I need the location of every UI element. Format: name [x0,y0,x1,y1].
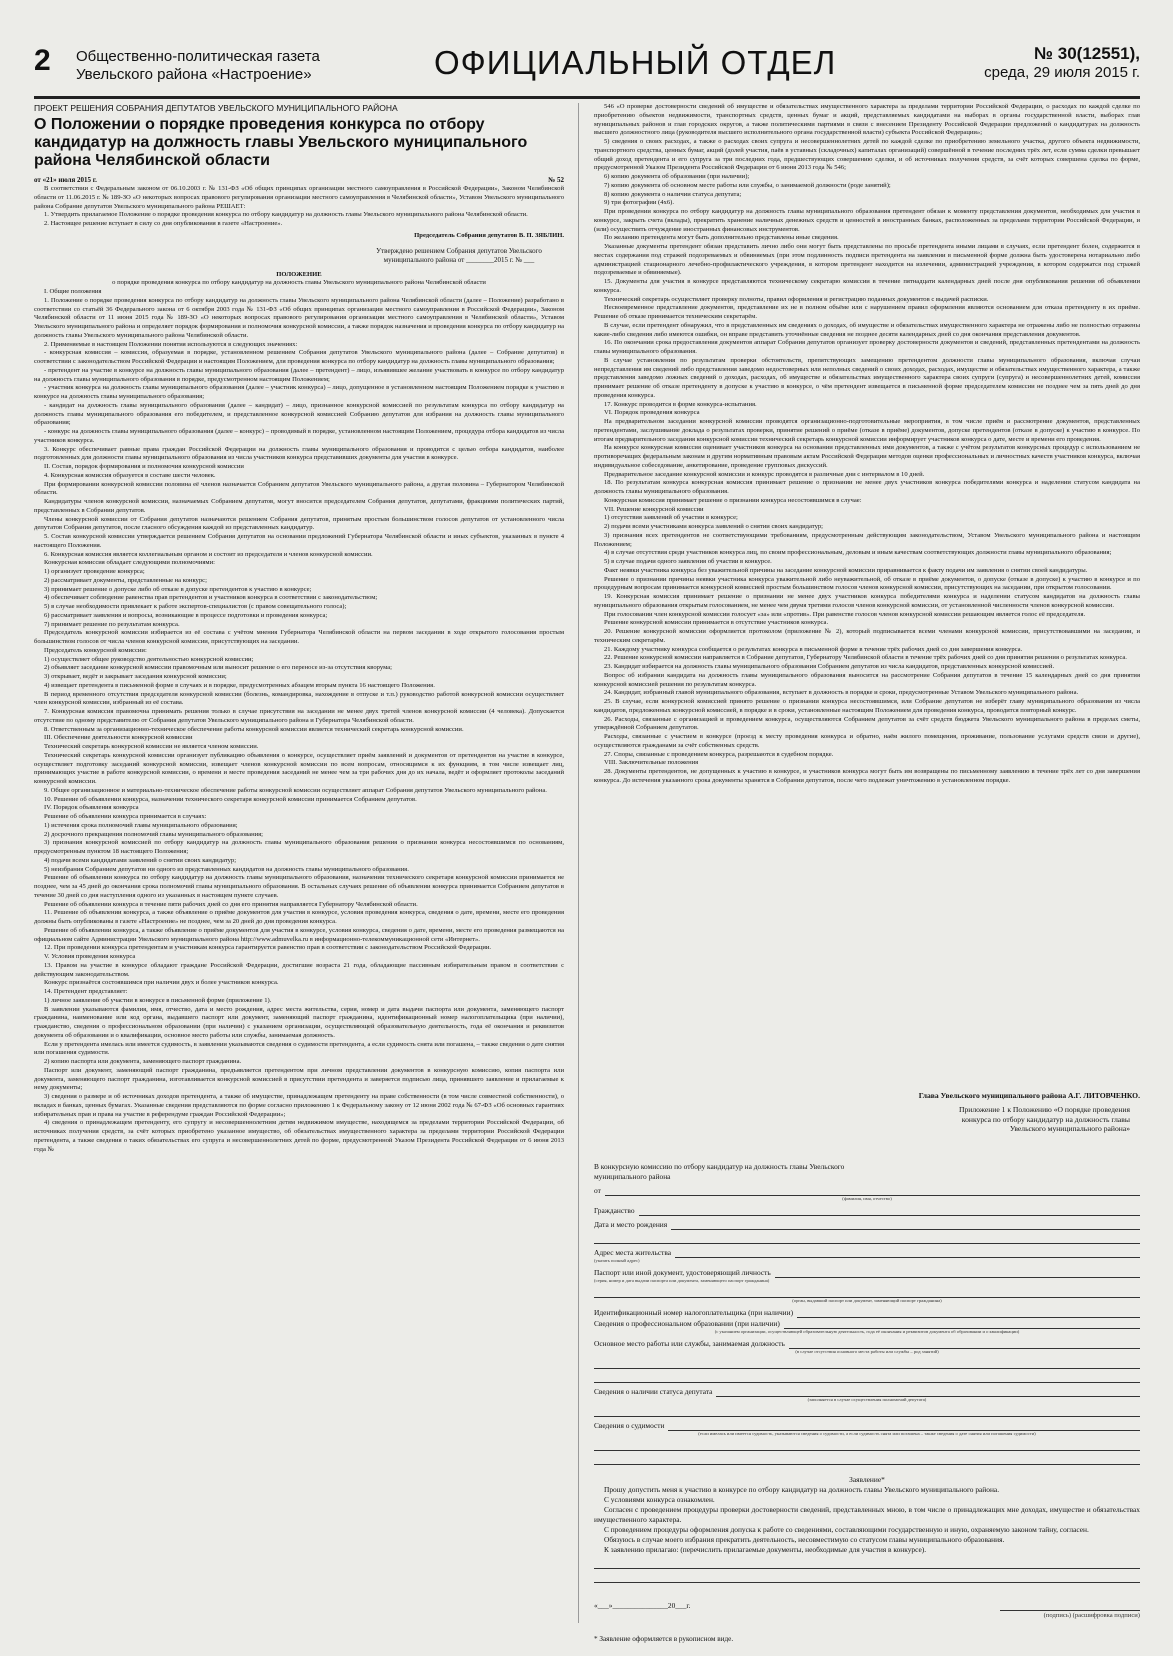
body-paragraph: 2) подачи всеми участниками конкурса заявлений о снятии своих кандидатур; [604,523,824,530]
body-paragraph: 5) неизбрания Собранием депутатов ни одного из представленных кандидатов на должность главы муниципального образования. [44,865,409,873]
body-paragraph: 1) осуществляет общее руководство деятельностью конкурсной комиссии; [44,655,254,663]
form-work-label: Основное место работы или службы, занимаемая должность [594,1339,785,1348]
form-conviction-hint: (если имелась или имеется судимость, указываются сведения о судимости, а если судимость снята или погашена – также сведения о дате снятия или погашения судимости) [698,1431,1036,1436]
form-blank-line-5[interactable] [594,1454,1140,1465]
body-paragraph: Решение об объявлении конкурса принимается в случаях: [44,813,207,820]
statement-line-6: К заявлению прилагаю: (перечислить прилагаемые документы, необходимые для участия в конкурсе). [604,1545,927,1554]
body-paragraph: 16. По окончании срока предоставления документов аппарат Собрания депутатов организует проверку достоверности документов и сведений, представленных претендентами на должность главы муниципального образования. [594,339,1140,355]
body-paragraph: 4) в случае отсутствия среди участников конкурса лиц, по своим профессиональным, деловым и иным качествам соответствующих должности главы муниципального образования; [604,549,1112,557]
body-paragraph: 20. Решение конкурсной комиссии оформляется протоколом (приложение № 2), который подписывается всеми членами конкурсной комиссии, присутствовавшими на заседании, и техническим секретарём. [594,628,1140,644]
form-passport-line-2[interactable] [594,1287,1140,1298]
document-title: О Положении о порядке проведения конкурса по отбору кандидатур на должность главы Увельского муниципального района Челябинской области [34,116,528,169]
form-signature-hint: (подпись) (расшифровка подписи) [1043,1612,1140,1619]
body-paragraph: Предварительное заседание конкурсной комиссии и конкурс проводятся в различные дни с интервалом в 10 дней. [604,470,925,478]
form-row-passport [594,1268,1140,1278]
body-paragraph: 8) копию документа о наличии статуса депутата; [604,190,742,198]
form-inn-label: Идентификационный номер налогоплательщика (при наличии) [594,1308,794,1317]
form-passport-hint: (серия, номер и дата выдачи паспорта или документа, заменяющего паспорт гражданина) [594,1278,770,1283]
body-paragraph: 3) признания конкурсной комиссией по отбору кандидатур на должность главы муниципального образования решения о признании конкурса несостоявшимся по основаниям, предусмотренным пунктом 18 настоящего Положения; [34,839,564,855]
body-paragraph: 3) сведения о размере и об источниках доходов претендента, а также об имуществе, принадлежащем претенденту на праве собственности (в том числе совместной собственности), о вкладах в банках, ценных бумагах. Указанные сведения представляются по форме согласно приложению 1 к Федеральному закону от 12 июня 2002 года № 67-ФЗ «Об основных гарантиях избирательных прав и права на участие в референдуме граждан Российской Федерации»; [34,1093,564,1118]
section-heading: VI. Порядок проведения конкурса [604,409,700,417]
form-education-line[interactable] [784,1319,1140,1329]
approval-stamp: Утверждено решением Собрания депутатов Увельского муниципального района от ________2015 г. № ___ [376,246,542,264]
page-number: 2 [34,44,51,77]
form-row-citizenship [594,1206,1140,1216]
form-education-label: Сведения о профессиональном образовании (при наличии) [594,1319,780,1328]
statement-line-2: С условиями конкурса ознакомлен. [604,1495,715,1504]
form-row-address [594,1248,1140,1258]
decision-dateline [34,175,564,185]
body-paragraph: Расходы, связанные с участием в конкурсе (проезд к месту проведения конкурса и обратно, наём жилого помещения, проживание, пользование услугами средств связи и другие), осуществляются гражданами за счёт собственных средств. [594,733,1140,749]
body-paragraph: - конкурс на должность главы муниципального образования (далее – конкурс) – проводимый в порядке, установленном настоящим Положением, процедура отбора кандидатов из числа участников конкурса. [34,428,564,444]
body-paragraph: 3. Конкурс обеспечивает равные права граждан Российской Федерации на должность главы муниципального образования и проводится с целью отбора кандидатов, наиболее подготовленных для должности главы муниципального образования из числа участников конкурса представивших документы для участия в конкурсе. [34,445,564,462]
body-paragraph: 12. При проведении конкурса претендентам и участникам конкурса гарантируется равенство прав в соответствии с законодательством Российской Федерации. [44,944,492,952]
body-paragraph: 7) принимает решение по результатам конкурса. [44,620,180,628]
form-row-inn [594,1308,1140,1318]
body-paragraph: Решение об объявлении конкурса по отбору кандидатур на должность главы муниципального образования, назначении технического секретаря конкурсной комиссии принимается не позднее, чем за 45 дней до окончания срока полномочий главы муниципального образования. В остальных случаях решение об объявлении конкурса принимается Собранием депутатов в течение 30 дней со дня наступления одного из указанных в настоящем пункте случаев. [34,874,564,899]
left-body-text [34,297,564,1155]
form-deputy-label: Сведения о наличии статуса депутата [594,1387,713,1396]
body-paragraph: На конкурсе конкурсная комиссия оценивает участников конкурса на основании представленных ими документов, а также с учётом результатов конкурсных процедур с использованием не противоречащих федеральным законам и другим нормативным правовым актам Российской Федерации методов оценки профессиональных и личностных качеств участников конкурса, включая индивидуальное собеседование, анкетирование, проведение групповых дискуссий. [594,444,1140,469]
body-paragraph: - претендент на участие в конкурсе на должность главы муниципального образования (далее – претендент) – лицо, изъявившее желание участвовать в конкурсе по отбору кандидатур на должность главы муниципального образования в порядке, предусмотренном настоящим Положением; [34,366,564,383]
body-paragraph: 4. Конкурсная комиссия образуется в составе шести человек. [44,471,216,479]
statement-line-5: Обязуюсь в случае моего избрания прекратить деятельность, несовместимую со статусом главы муниципального образования. [604,1535,1005,1544]
body-paragraph: 1) личное заявление об участии в конкурсе в письменной форме (приложение 1). [44,996,272,1004]
body-paragraph: Конкурсная комиссия принимает решение о признании конкурса несостоявшимся в случае: [604,496,862,504]
right-column [594,103,1140,1088]
form-passport-org-hint: (орган, выдавший паспорт или документ, заменяющий паспорт гражданина) [792,1298,942,1303]
column-divider [578,103,579,1623]
section-heading: IV. Порядок объявления конкурса [44,804,139,812]
head-signature: Глава Увельского муниципального района А.Г. ЛИТОВЧЕНКО. [918,1091,1140,1100]
body-paragraph: При проведении конкурса по отбору кандидатур на должность главы муниципального образования претендент обязан к моменту представления документов, необходимых для участия в конкурсе, закрыть счета (вклады), прекратить хранение наличных денежных средств и ценностей в иностранных банках, расположенных за пределами территории Российской Федерации, и (или) осуществить отчуждение иностранных финансовых инструментов. [594,208,1140,233]
body-paragraph: 5) в случае необходимости привлекает к работе экспертов-специалистов (с правом совещательного голоса); [44,603,347,610]
body-paragraph: 3) признания всех претендентов не соответствующими требованиям, предусмотренным действующим законодательством, Уставом Увельского муниципального района и настоящим Положением; [594,531,1140,548]
body-paragraph: 1) организует проведение конкурса; [44,568,145,575]
body-paragraph: Кандидатуры членов конкурсной комиссии, назначаемых Собранием депутатов, могут вносится председателем Собрания депутатов, депутатами, фракциями политических партий, представленных в Собрании депутатов. [34,498,564,514]
publication-name [76,48,320,84]
form-passport-label: Паспорт или иной документ, удостоверяющий личность [594,1268,771,1277]
form-date-line[interactable]: «___»_______________20___г. [594,1601,691,1610]
issue-number: № 30(12551), [1034,44,1140,63]
body-paragraph: 2) объявляет заседание конкурсной комиссии правомочным или выносит решение о его переносе из-за отсутствия кворума; [44,664,392,672]
statement-line-4: С проведением процедуры оформления допуска к работе со сведениями, составляющими государственную и иную, охраняемую законом тайну, согласен. [604,1525,1089,1534]
form-attachments-line-1[interactable] [594,1558,1140,1569]
body-paragraph: Технический секретарь конкурсной комиссии не является членом комиссии. [44,743,259,750]
body-paragraph: В случае установления по результатам проверки обстоятельств, препятствующих замещению претендентом должности главы муниципального образования, включая случаи непредставления им сведений либо представления заведомо недостоверных или неполных сведений о своих доходах, расходах, имуществе и обязательствах имущественного характера, а также представления заведомо ложных сведений о доходах, расходах, об имуществе и обязательствах имущественного характера своих супруги (супруга) и несовершеннолетних детей, комиссия принимает решение об отказе претенденту в допуске к участию в конкурсе, о чём претендент извещается в письменной форме председателем комиссии не позднее чем за пять дней до дня проведения конкурса. [594,356,1140,399]
form-birth-label: Дата и место рождения [594,1220,668,1229]
body-paragraph: В заявлении указываются фамилия, имя, отчество, дата и место рождения, адрес места жительства, серия, номер и дата выдачи паспорта или документа, заменяющего паспорт гражданина, наименование или код органа, выдавшего паспорт или документ, заменяющий паспорт гражданина, идентификационный номер налогоплательщика (при наличии), гражданство, сведения о профессиональном образовании (при наличии) с указанием организации, осуществляющей образовательную деятельность, года её окончания и реквизитов документа об образовании и о квалификации, основное место работы или службы, занимаемая должность. [34,1005,564,1039]
project-label: ПРОЕКТ РЕШЕНИЯ СОБРАНИЯ ДЕПУТАТОВ УВЕЛЬСКОГО МУНИЦИПАЛЬНОГО РАЙОНА [34,103,398,113]
form-row-deputy [594,1387,1140,1397]
body-paragraph: Решение об объявлении конкурса, а также объявление о приёме документов для участия в конкурсе, условия конкурса, сведения о дате, времени, месте его проведения размещаются на официальном сайте Администрации Увельского муниципального района http://www.admuvelka.ru в информационно-телекоммуникационной сети «Интернет». [34,926,564,943]
body-paragraph: - конкурсная комиссия – комиссия, образуемая в порядке, установленном решением Собрания депутатов Увельского муниципального района (далее – Собрание депутатов) в соответствии с законодательством Российской Федерации и настоящим Положением, для проведения конкурса по отбору кандидатур на должность главы муниципального образования; [34,349,564,365]
body-paragraph: 26. Расходы, связанные с организацией и проведением конкурса, осуществляются Собранием депутатов за счёт средств бюджета Увельского муниципального района в пределах сметы, утверждённой Собранием депутатов. [594,715,1140,732]
body-paragraph: 1. Положение о порядке проведения конкурса по отбору кандидатур на должность главы Увельского муниципального района Челябинской области (далее – Положение) разработано в соответствии со статьёй 36 Федерального закона от 6 октября 2003 года № 131-ФЗ «Об общих принципах организации местного самоуправления в Российской Федерации», Законом Челябинской области от 11 июня 2015 года № 189-ЗО «О некоторых вопросах правового регулирования организации местного самоуправления в Челябинской области», Уставом Увельского муниципального района и определяет порядок формирования и полномочия конкурсной комиссии, а также порядок назначения и проведения конкурса по отбору кандидатур на должность главы Увельского муниципального района Челябинской области. [34,296,564,339]
body-paragraph: 2) копию паспорта или документа, заменяющего паспорт гражданина. [44,1058,242,1065]
body-paragraph: Технический секретарь осуществляет проверку полноты, правил оформления и регистрацию поданных документов с выдачей расписки. [604,295,989,303]
issue-info [984,44,1140,82]
body-paragraph: 2. Применяемые в настоящем Положении понятия используются в следующих значениях: [44,340,298,348]
decision-date: от «21» июля 2015 г. [34,176,97,184]
form-citizenship-line[interactable] [639,1206,1140,1216]
body-paragraph: 11. Решение об объявлении конкурса, а также объявление о приёме документов для участия в конкурсе, условия проведения конкурса, сведения о дате, времени, месте его проведения должны быть опубликованы в газете «Настроение» не позднее, чем за 20 дней до дня проведения конкурса. [34,909,564,925]
body-paragraph: Председатель конкурсной комиссии избирается из её состава с учётом мнения Губернатора Челябинской области на первом заседании в ходе открытого голосования простым большинством голосов от числа членов конкурсной комиссии, присутствующих на заседании. [34,629,564,645]
body-paragraph: 10. Решение об объявлении конкурса, назначении технического секретаря конкурсной комиссии принимается Собранием депутатов. [44,795,417,803]
form-row-education [594,1319,1140,1329]
form-work-line[interactable] [789,1339,1140,1349]
body-paragraph: 6) рассматривает заявления и вопросы, возникающие в процессе подготовки и проведения конкурса; [44,611,328,619]
form-address-line[interactable] [675,1248,1140,1258]
statement-line-3: Согласен с проведением процедуры проверки достоверности сведений, представленных мною, в том числе о принадлежащих мне доходах, имуществе и обязательствах имущественного характера. [594,1505,1140,1524]
body-paragraph: На предварительном заседании конкурсной комиссии проводятся организационно-подготовительные мероприятия, в том числе приём и рассмотрение документов, представленных претендентами, заслушивание доклада о результатах проверки, принятие решений о приёме (отказе в приёме) документов, допуске претендентов (отказе в допуске) к участию в конкурсе. По итогам предварительного заседания конкурсной комиссии технический секретарь конкурсной комиссии информирует участников конкурса о дате, месте и времени его проведения. [594,418,1140,443]
body-paragraph: 15. Документы для участия в конкурсе представляются техническому секретарю комиссии в течение пятнадцати календарных дней после дня опубликования решения об объявлении конкурса. [594,278,1140,294]
body-paragraph: Решение о признании причины неявки участника конкурса уважительной либо неуважительной, об отказе в приёме документов, о допуске (отказе в допуске) к участию в конкурсе и по процедурным вопросам принимается конкурсной комиссией простым большинством голосов членов конкурсной комиссии, присутствующих на заседании, при открытом голосовании. [594,575,1140,592]
body-paragraph: Факт неявки участника конкурса без уважительной причины на заседание конкурсной комиссии приравнивается к факту подачи им заявления о снятии своей кандидатуры. [604,566,1088,574]
body-paragraph: 2) досрочного прекращения полномочий главы муниципального образования; [44,830,264,838]
form-blank-line-4[interactable] [594,1440,1140,1451]
body-paragraph: Решение конкурсной комиссии принимается в отсутствие участников конкурса. [604,619,829,627]
body-paragraph: - участник конкурса на должность главы муниципального образования (далее – участник конкурса) – лицо, допущенное в установленном настоящим Положением порядке к участию в конкурсе на должность главы муниципального образования; [34,384,564,400]
body-paragraph: 4) извещает претендента в письменной форме в случаях и в порядке, предусмотренных абзацем вторым пункта 16 настоящего Положения. [44,681,435,689]
page-header [34,40,1140,92]
form-conviction-label: Сведения о судимости [594,1421,665,1430]
decision-item-2: 2. Настоящее решение вступает в силу со дня опубликования в газете «Настроение». [44,220,283,227]
form-address-label: Адрес места жительства [594,1248,672,1257]
body-paragraph: 7. Конкурсная комиссия правомочна принимать решения только в случае присутствия на заседании не менее двух третей членов конкурсной комиссии (4 человека). Допускается отсутствие по одному представителю от Собрания депутатов Увельского муниципального района и Губернатора Челябинской области. [34,708,564,724]
body-paragraph: 23. Кандидат избирается на должность главы муниципального образования Собранием депутатов из числа кандидатов, представленных конкурсной комиссией. [604,663,1055,670]
body-paragraph: 4) сведения о принадлежащем претенденту, его супругу и несовершеннолетним детям недвижимом имуществе, находящемся за пределами территории Российской Федерации, об источниках получения средств, за счёт которых приобретено указанное имущество, об обязательствах имущественного характера за пределами территории Российской Федерации претендента, а также сведения о таких обязательствах его супруга и несовершеннолетних детей по форме, предусмотренной Указом Президента Российской Федерации от 6 июня 2013 года № [34,1119,564,1153]
body-paragraph: Вопрос об избрании кандидата на должность главы муниципального образования выносится на рассмотрение Собрания депутатов в течение 15 календарных дней со дня принятия конкурсной комиссией решения по результатам конкурса. [594,671,1140,688]
body-paragraph: 1) истечения срока полномочий главы муниципального образования; [44,821,238,829]
body-paragraph: 546 «О проверке достоверности сведений об имуществе и обязательствах имущественного характера за пределами территории Российской Федерации, о расходах по каждой сделке по приобретению объектов недвижимости, транспортных средств, ценных бумаг и акций, представляемых кандидатами на выборах в органы государственной власти, выборах глав муниципальных районов и глав городских округов, а также политическими партиями в связи с внесением Президенту Российской Федерации предложений о кандидатурах на должность высшего должностного лица (руководителя высшего исполнительного органа государственной власти) субъекта Российской Федерации»; [594,103,1140,137]
body-paragraph: 2) рассматривает документы, представленные на конкурс; [44,576,207,584]
form-birth-line[interactable] [671,1220,1140,1230]
body-paragraph: 17. Конкурс проводится в форме конкурса-испытания. [604,400,757,408]
body-paragraph: 5) сведения о своих расходах, а также о расходах своих супруга и несовершеннолетних детей по каждой сделке по приобретению земельного участка, другого объекта недвижимости, транспортного средства, ценных бумаг, акций (долей участия, паёв в уставных (складочных) капиталах организаций) совершённой в течение последних трёх лет, если сумма сделки превышает общий доход претендента и его супруга за три последних года, предшествующих совершению сделки, и об источниках получения средств, за счёт которых совершена сделка по форме, предусмотренной Указом Президента Российской Федерации от 6 июня 2013 года № 546; [594,138,1140,172]
form-row-work [594,1339,1140,1349]
application-form [594,1162,1140,1644]
form-education-hint: (с указанием организации, осуществляющей образовательную деятельность, года её окончания и реквизитов документа об образовании и о квалификации) [714,1329,1020,1334]
body-paragraph: 18. По результатам конкурса конкурсная комиссия принимает решение о признании не менее двух участников конкурса победителями конкурса и наделении статусом кандидата на должность главы муниципального образования. [594,479,1140,495]
body-paragraph: В период временного отсутствия председателя конкурсной комиссии (болезнь, командировка, нахождение в отпуске и т.п.) руководство работой конкурсной комиссии осуществляет член конкурсной комиссии, избранный из её состава. [34,690,564,707]
body-paragraph: 4) подачи всеми кандидатами заявлений о снятии своих кандидатур; [44,856,237,864]
form-work-hint: (в случае отсутствия основного места работы или службы – род занятий) [795,1349,939,1354]
form-passport-line[interactable] [775,1268,1140,1278]
form-citizenship-label: Гражданство [594,1206,635,1215]
publication-line-2: Увельского района «Настроение» [76,66,312,83]
section-title: ОФИЦИАЛЬНЫЙ ОТДЕЛ [434,44,837,81]
header-rule [34,96,1140,99]
body-paragraph: 5. Состав конкурсной комиссии утверждается решением Собрания депутатов на основании предложений Губернатора Челябинской области и иных субъектов, указанных в пункте 4 настоящего Положения. [34,533,564,549]
chair-signature: Председатель Собрания депутатов В. П. ЗЯБЛИН. [414,231,564,239]
body-paragraph: 27. Споры, связанные с проведением конкурса, разрешаются в судебном порядке. [604,750,834,758]
issue-date: среда, 29 июля 2015 г. [984,64,1140,81]
body-paragraph: 13. Правом на участие в конкурсе обладают граждане Российской Федерации, достигшие возраста 21 года, обладающие пассивным избирательным правом в соответствии с действующим законодательством. [34,961,564,978]
body-paragraph: Если у претендента имелась или имеется судимость, в заявлении указываются сведения о судимости претендента, а если судимость снята или погашена, – также сведения о дате снятия или погашения судимости. [34,1040,564,1057]
form-addressee: В конкурсную комиссию по отбору кандидатур на должность главы Увельского муниципального района [594,1162,845,1181]
form-signature-line[interactable] [1000,1601,1140,1611]
form-from-label: от [594,1186,601,1195]
decision-number: № 52 [548,176,564,184]
form-birth-line-2[interactable] [594,1233,1140,1244]
form-blank-line-1[interactable] [594,1358,1140,1369]
body-paragraph: 9) три фотографии (4х6). [604,199,674,207]
body-paragraph: Несвоевременное представление документов, представление их не в полном объёме или с нарушением правил оформления являются основанием для отказа претенденту в их приёме. Решение об отказе принимается техническим секретарём. [594,304,1140,320]
body-paragraph: 25. В случае, если конкурсной комиссией принято решение о признании конкурса несостоявшимся, или Собрание депутатов не изберёт главу муниципального образования из числа кандидатов, предложенных конкурсной комиссией, в порядке и в сроки, установленные настоящим Положением для проведения конкурса, проводится повторный конкурс. [594,698,1140,714]
body-paragraph: 14. Претендент представляет: [44,988,128,995]
section-heading: V. Условия проведения конкурса [44,953,136,960]
form-address-hint: (указать полный адрес) [594,1258,640,1263]
appendix-label: Приложение 1 к Положению «О порядке проведения конкурса по отбору кандидатур на должность главы Увельского муниципального района» [958,1105,1130,1133]
body-paragraph: При голосовании член конкурсной комиссии голосует «за» или «против». При равенстве голосов членов конкурсной комиссии решающим является голос её председателя. [604,610,1086,618]
body-paragraph: 28. Документы претендентов, не допущенных к участию в конкурсе, и участников конкурса могут быть им возвращены по письменному заявлению в течение трёх лет со дня завершения конкурса. До истечения указанного срока документы хранятся в Собрании депутатов, после чего подлежат уничтожению в установленном порядке. [594,768,1140,784]
publication-line-1: Общественно-политическая газета [76,48,320,65]
body-paragraph: При формировании конкурсной комиссии половина её членов назначается Собранием депутатов Увельского муниципального района, а другая половина – Губернатором Челябинской области. [34,480,564,497]
form-fio-hint: (фамилия, имя, отчество) [842,1196,892,1201]
form-attachments-line-2[interactable] [594,1572,1140,1583]
form-blank-line-2[interactable] [594,1372,1140,1383]
form-blank-line-3[interactable] [594,1406,1140,1417]
body-paragraph: Паспорт или документ, заменяющий паспорт гражданина, предъявляется претендентом при личном представлении документов в конкурсную комиссию, копия паспорта или документа, заменяющего паспорт гражданина, изготавливается конкурсной комиссией в присутствии претендента и заверяется подписью лица, принявшего заявление и прилагаемые к нему документы; [34,1066,564,1092]
body-paragraph: 8. Ответственным за организационно-техническое обеспечение работы конкурсной комиссии является технический секретарь конкурсной комиссии. [44,725,464,733]
body-paragraph: Указанные документы претендент обязан представить лично либо они могут быть представлены по просьбе претендента иными лицами в случаях, если претендент болен, содержится в местах содержания под стражей подозреваемых и обвиняемых (при этом подлинность подписи претендента на заявлении в письменной форме должна быть удостоверена нотариально либо администрацией стационарного лечебно-профилактического учреждения, в котором претендент находится на излечении, администрацией учреждения, в котором содержатся под стражей подозреваемые и обвиняемые). [594,243,1140,277]
form-from-line[interactable] [605,1186,1140,1196]
section-heading: VIII. Заключительные положения [604,759,699,767]
section-heading-1: I. Общие положения [44,288,102,295]
section-heading: II. Состав, порядок формирования и полномочия конкурсной комиссии [44,463,244,470]
body-paragraph: Председатель конкурсной комиссии: [44,646,147,654]
body-paragraph: 5) в случае подачи одного заявления об участии в конкурсе. [604,558,772,565]
regulation-subtitle: о порядке проведения конкурса по отбору кандидатур на должность главы Увельского муниципального района Челябинской области [112,279,486,287]
body-paragraph: Конкурс признаётся состоявшимся при наличии двух и более участников конкурса. [44,979,279,987]
decision-intro: В соответствии с Федеральным законом от 06.10.2003 г. № 131-ФЗ «Об общих принципах организации местного самоуправления в Российской Федерации», Законом Челябинской области от 11.06.2015 г. № 189-ЗО «О некоторых вопросах правового регулирования организации местного самоуправления в Челябинской области», Уставом Увельского муниципального района Собрание депутатов Увельского муниципального района РЕШАЕТ: [34,185,564,210]
body-paragraph: 19. Конкурсная комиссия принимает решение о признании не менее двух участников конкурса победителями конкурса и наделении статусом кандидатов на должность главы муниципального образования открытым голосованием, не менее чем двумя третями голосов членов конкурсной комиссии, от установленной численности членов конкурсной комиссии. [594,593,1140,609]
body-paragraph: Конкурсная комиссия обладает следующими полномочиями: [44,559,215,567]
form-deputy-hint: (заполняется в случае осуществления полномочий депутата) [807,1397,927,1402]
form-footnote: * Заявление оформляется в рукописном виде. [594,1635,734,1643]
form-row-birth [594,1220,1140,1230]
body-paragraph: Решение об объявлении конкурса в течение пяти рабочих дней со дня его принятия направляется Губернатору Челябинской области. [44,900,418,908]
decision-item-1: 1. Утвердить прилагаемое Положение о порядке проведения конкурса по отбору кандидатур на должность главы Увельского муниципального района Челябинской области. [44,211,528,219]
section-heading: VII. Решение конкурсной комиссии [604,505,704,513]
body-paragraph: 22. Решение конкурсной комиссии направляется в Собрание депутатов, Губернатору Челябинской области в течение трёх рабочих дней со дня принятия решения о результатах конкурса. [604,654,1127,662]
left-column [34,103,564,1623]
right-body-text [594,103,1140,786]
statement-title: Заявление* [849,1475,885,1484]
form-conviction-line[interactable] [668,1421,1140,1431]
body-paragraph: 24. Кандидат, избранный главой муниципального образования, вступает в должность в порядке и сроки, предусмотренные Уставом Увельского муниципального района. [604,689,1079,697]
form-inn-line[interactable] [797,1308,1140,1318]
body-paragraph: В случае, если претендент обнаружил, что в представленных им сведениях о доходах, об имуществе и обязательствах имущественного характера не отражены либо не полностью отражены какие-либо сведения либо имеются ошибки, он вправе представить уточнённые сведения не позднее десяти календарных дней со дня окончания представления документов. [594,321,1140,338]
form-deputy-line[interactable] [716,1387,1140,1397]
body-paragraph: - кандидат на должность главы муниципального образования (далее – кандидат) – лицо, признанное конкурсной комиссией по результатам конкурса по отбору кандидатур на должность главы муниципального образования его победителем, и представленное конкурсной комиссией Собранию депутатов для избрания на должность главы муниципального образования; [34,401,564,427]
form-row-conviction [594,1421,1140,1431]
body-paragraph: Члены конкурсной комиссии от Собрания депутатов назначаются решением Собрания депутатов, принятым простым большинством голосов депутатов от установленного числа депутатов Собрания депутатов, после гласного обсуждения каждой из представленных кандидатур. [34,515,564,532]
body-paragraph: 6. Конкурсная комиссия является коллегиальным органом и состоит из председателя и членов конкурсной комиссии. [44,550,373,558]
section-heading: III. Обеспечение деятельности конкурсной комиссии [44,734,193,742]
form-row-from [594,1186,1140,1196]
body-paragraph: 6) копию документа об образовании (при наличии); [604,173,750,180]
body-paragraph: 3) принимает решение о допуске либо об отказе в допуске претендентов к участию в конкурсе; [44,585,312,593]
body-paragraph: 3) открывает, ведёт и закрывает заседания конкурсной комиссии; [44,673,227,680]
body-paragraph: По желанию претендента могут быть дополнительно представлены иные сведения. [604,234,839,242]
regulation-title: ПОЛОЖЕНИЕ [276,270,322,278]
body-paragraph: 4) обеспечивает соблюдение равенства прав претендентов и участников конкурса в соответствии с законодательством; [44,594,378,602]
body-paragraph: 21. Каждому участнику конкурса сообщается о результатах конкурса в письменной форме в течение трёх рабочих дней со дня завершения конкурса. [604,645,1023,653]
body-paragraph: 9. Общее организационное и материально-техническое обеспечение работы конкурсной комиссии осуществляет аппарат Собрания депутатов Увельского муниципального района. [44,786,547,794]
body-paragraph: 7) копию документа об основном месте работы или службы, о занимаемой должности (роде занятий); [604,181,891,189]
body-paragraph: Технический секретарь конкурсной комиссии организует публикацию объявления о конкурсе, осуществляет приём заявлений и документов от претендентов на участие в конкурсе, осуществляет подготовку заседаний конкурсной комиссии, извещает членов конкурсной комиссии по всем вопросам, относящимся к их функциям, в том числе извещает лиц, принимающих участие в работе конкурсной комиссии, о времени и месте проведения заседаний не менее чем за три рабочих дня до их начала, ведёт и оформляет протоколы заседаний конкурсной комиссии. [34,751,564,785]
form-signature-row [594,1601,1140,1611]
body-paragraph: 1) отсутствия заявлений об участии в конкурсе; [604,514,738,522]
statement-line-1: Прошу допустить меня к участию в конкурсе по отбору кандидатур на должность главы Увельского муниципального района. [604,1485,1000,1494]
